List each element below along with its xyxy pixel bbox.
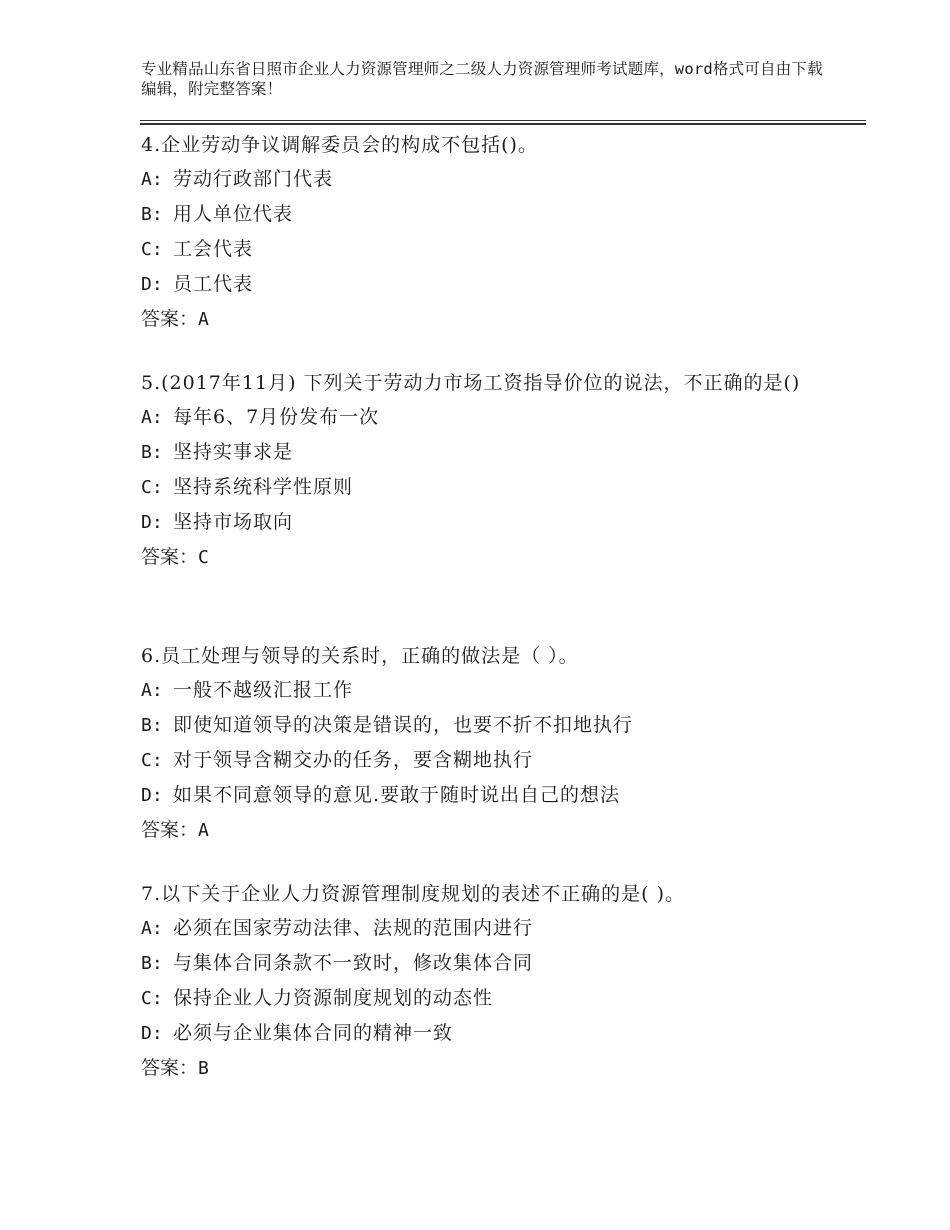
option-text: 与集体合同条款不一致时，修改集体合同 <box>173 952 534 974</box>
option-letter: A: <box>141 680 163 701</box>
option-letter: C: <box>141 750 163 771</box>
option-b <box>141 946 831 981</box>
option-text: 必须在国家劳动法律、法规的范围内进行 <box>173 917 534 939</box>
option-a <box>141 400 801 435</box>
answer-value: B <box>198 1058 209 1079</box>
question-6 <box>141 639 831 848</box>
option-b <box>141 708 831 743</box>
option-d <box>141 267 831 302</box>
document-header: 专业精品山东省日照市企业人力资源管理师之二级人力资源管理师考试题库，word格式可自由下载编辑，附完整答案！ <box>141 60 823 98</box>
option-b <box>141 197 831 232</box>
option-c <box>141 981 831 1016</box>
option-d <box>141 1016 831 1051</box>
answer-value: A <box>198 820 209 841</box>
option-text: 工会代表 <box>173 238 254 260</box>
answer-value: A <box>198 309 209 330</box>
option-a <box>141 911 831 946</box>
option-text: 坚持市场取向 <box>173 511 294 533</box>
option-letter: C: <box>141 239 163 260</box>
option-a <box>141 673 831 708</box>
option-text: 每年6、7月份发布一次 <box>173 406 380 428</box>
option-text: 劳动行政部门代表 <box>173 168 334 190</box>
answer-label: 答案： <box>141 1057 199 1079</box>
option-d <box>141 505 801 540</box>
answer-line <box>141 1051 831 1086</box>
option-letter: B: <box>141 442 163 463</box>
option-text: 坚持系统科学性原则 <box>173 476 354 498</box>
question-stem: 5.(2017年11月) 下列关于劳动力市场工资指导价位的说法，不正确的是() <box>141 372 801 394</box>
option-text: 对于领导含糊交办的任务，要含糊地执行 <box>173 749 534 771</box>
answer-line <box>141 813 831 848</box>
option-b <box>141 435 801 470</box>
option-letter: B: <box>141 715 163 736</box>
option-c <box>141 743 831 778</box>
option-letter: A: <box>141 407 163 428</box>
option-letter: D: <box>141 512 163 533</box>
answer-label: 答案： <box>141 308 199 330</box>
option-a <box>141 162 831 197</box>
option-text: 一般不越级汇报工作 <box>173 679 354 701</box>
option-letter: B: <box>141 953 163 974</box>
option-letter: B: <box>141 204 163 225</box>
option-text: 保持企业人力资源制度规划的动态性 <box>173 987 494 1009</box>
option-text: 必须与企业集体合同的精神一致 <box>173 1022 454 1044</box>
option-text: 员工代表 <box>173 273 254 295</box>
option-letter: A: <box>141 169 163 190</box>
question-stem: 7.以下关于企业人力资源管理制度规划的表述不正确的是( )。 <box>141 883 685 905</box>
answer-label: 答案： <box>141 819 199 841</box>
question-4 <box>141 128 831 337</box>
answer-label: 答案： <box>141 546 199 568</box>
answer-line <box>141 540 801 575</box>
option-c <box>141 470 801 505</box>
option-text: 用人单位代表 <box>173 203 294 225</box>
option-text: 即使知道领导的决策是错误的，也要不折不扣地执行 <box>173 714 634 736</box>
question-5 <box>141 366 801 575</box>
header-divider-thin <box>140 120 866 121</box>
answer-line <box>141 302 831 337</box>
option-letter: D: <box>141 274 163 295</box>
header-divider-thick <box>140 123 866 125</box>
option-d <box>141 778 831 813</box>
question-7 <box>141 877 831 1086</box>
answer-value: C <box>198 547 209 568</box>
question-stem: 4.企业劳动争议调解委员会的构成不包括()。 <box>141 134 538 156</box>
option-letter: C: <box>141 988 163 1009</box>
option-text: 坚持实事求是 <box>173 441 294 463</box>
question-stem: 6.员工处理与领导的关系时，正确的做法是（ ）。 <box>141 645 579 667</box>
option-letter: D: <box>141 785 163 806</box>
option-letter: A: <box>141 918 163 939</box>
option-letter: C: <box>141 477 163 498</box>
option-c <box>141 232 831 267</box>
option-text: 如果不同意领导的意见.要敢于随时说出自己的想法 <box>173 784 621 806</box>
option-letter: D: <box>141 1023 163 1044</box>
